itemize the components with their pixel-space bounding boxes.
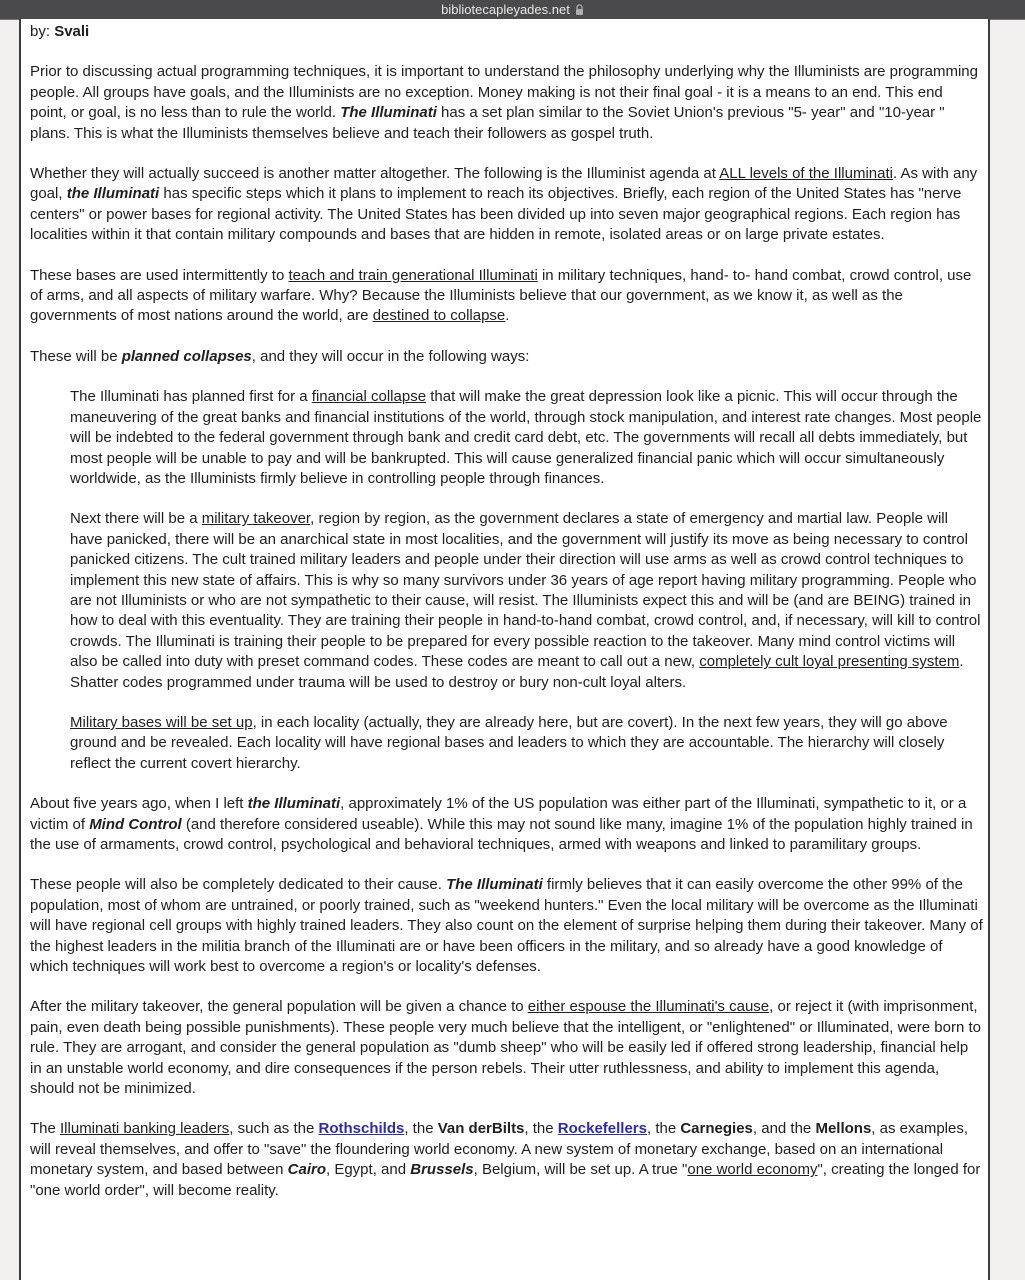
text-run: has specific steps which it plans to implement to reach its objectives. Briefly, each region of the United States has "nerve centers" or power bases for regional activity. The United States has been divided up into seven major geographical regions. Each region has localities within it that contain military compounds and bases that are hidden in remote, isolated areas or on large private estates. [30,185,962,244]
blockquote-paragraph [70,387,983,489]
text-link[interactable]: financial collapse [311,388,427,406]
text-run: These bases are used intermittently to [30,266,289,284]
bold-text: Carnegies [680,1120,753,1138]
text-run: , in each locality (actually, they are already here, but are covert). In the next few years, they will go above ground and be revealed. Each locality will have regional bases and leaders to which they are accountable. The hierarchy will closely reflect the current covert hierarchy. [70,713,948,772]
text-run: These people will also be completely dedicated to their cause. [30,876,447,894]
bold-italic-text: planned collapses [121,347,252,365]
byline [30,22,983,42]
document-page [19,19,990,1280]
text-run: The Illuminati has planned first for a [70,388,312,406]
lock-icon [575,4,584,16]
text-run: . Shatter codes programmed under trauma will be used to destroy or bury non-cult loyal alters. [70,653,964,691]
paragraph [30,1119,983,1201]
text-run: , such as the [229,1120,319,1138]
text-run: by: [30,23,55,40]
text-link[interactable]: one world economy [687,1161,818,1179]
bold-italic-text: The Illuminati [446,876,543,894]
bold-text: Svali [54,23,90,40]
paragraph [30,164,983,246]
text-run: firmly believes that it can easily overcome the other 99% of the population, most of whom are untrained, or poorly trained, such as "weekend hunters." Even the local military will be overcome as the Illuminati will have regional cell groups with highly trained leaders. They also count on the element of surprise helping them during their takeover. Many of the highest leaders in the militia branch of the Illuminati are or have been officers in the military, and so already have a good knowledge of which techniques will work best to overcome a region's or locality's defenses. [30,876,983,976]
text-run: that will make the great depression look like a picnic. This will occur through the maneuvering of the great banks and financial institutions of the world, through stock manipulation, and interest rate changes. Most people will be indebted to the federal government through bank and credit card debt, etc. The governments will recall all debts immediately, but most people will be unable to pay and will be bankrupted. This will cause generalized financial panic which will occur simultaneously worldwide, as the Illuminists firmly believe in controlling people through finances. [70,388,982,487]
paragraph [30,997,983,1099]
paragraph [30,875,983,977]
text-link[interactable]: destined to collapse [372,307,506,325]
bold-italic-text: Mind Control [89,815,182,833]
blockquote-paragraph [70,713,983,774]
text-link[interactable]: Illuminati banking leaders [60,1120,230,1138]
bold-text: Van derBilts [437,1120,525,1138]
external-link[interactable]: Rockefellers [557,1120,647,1138]
external-link[interactable]: Rothschilds [318,1120,405,1138]
text-run: ", creating the longed for "one world order", will become reality. [30,1161,981,1199]
blockquote-paragraph [70,509,983,693]
bold-italic-text: the Illuminati [66,185,160,203]
paragraph [30,347,983,367]
text-run: . [505,307,510,325]
text-link[interactable]: completely cult loyal presenting system [699,653,960,671]
bold-italic-text: Brussels [410,1161,474,1179]
bold-italic-text: Cairo [287,1161,326,1179]
text-link[interactable]: ALL levels of the Illuminati [719,165,893,183]
text-run: About five years ago, when I left [30,795,248,813]
text-run: , Egypt, and [326,1161,411,1179]
document-body [30,22,983,1201]
paragraph [30,266,983,327]
text-run: (and therefore considered useable). While this may not sound like many, imagine 1% of the population highly trained in the use of armaments, crowd control, psychological and behavioral techniques, armed with weapons and linked to paramilitary groups. [30,815,973,853]
text-run: Next there will be a [70,510,202,528]
text-run: , and they will occur in the following ways: [251,347,530,365]
text-run: , the [524,1120,558,1138]
text-run: , and the [752,1120,816,1138]
text-run: , or reject it (with imprisonment, pain, even death being possible punishments). These people very much believe that the intelligent, or "enlightened" or Illuminated, were born to rule. They are arrogant, and consider the general population as "dumb sheep" who will be easily led if offered strong leadership, financial help in an unstable world economy, and dire consequences if the person rebels. Their utter ruthlessness, and ability to implement this agenda, should not be minimized. [30,998,981,1098]
paragraph [30,62,983,144]
paragraph [30,794,983,855]
text-run: Prior to discussing actual programming techniques, it is important to understand the philosophy underlying why the Illuminists are programming people. All groups have goals, and the Illuminists are no exception. Money making is not their final goal - it is a means to an end. This end point, or goal, is no less than to rule the world. [30,63,978,122]
url-text: bibliotecapleyades.net [441,2,570,17]
text-run: Whether they will actually succeed is another matter altogether. The following is the Illuminist agenda at [30,165,720,183]
text-run: in military techniques, hand- to- hand combat, crowd control, use of arms, and all aspects of military warfare. Why? Because the Illuminists believe that our government, as we know it, as well as the governments of most nations around the world, are [30,266,972,325]
text-link[interactable]: military takeover [201,510,311,528]
text-run: , approximately 1% of the US population was either part of the Illuminati, sympathetic to it, or a victim of [30,795,967,833]
text-run: After the military takeover, the general population will be given a chance to [30,998,528,1016]
text-run: . As with any goal, [30,165,978,203]
text-run: These will be [30,347,122,365]
text-link[interactable]: Military bases will be set up [70,713,253,731]
text-link[interactable]: teach and train generational Illuminati [288,266,538,284]
bold-italic-text: the Illuminati [247,795,341,813]
text-run: , as examples, will reveal themselves, and offer to "save" the floundering world economy. A new system of monetary exchange, based on an international monetary system, and based between [30,1120,969,1179]
browser-url-bar[interactable] [0,0,1025,20]
text-run: The [30,1120,61,1138]
bold-italic-text: The Illuminati [340,104,437,122]
text-run: , region by region, as the government declares a state of emergency and martial law. People will have panicked, there will be an anarchical state in most localities, and the government will justify its move as being necessary to control panicked citizens. The cult trained military leaders and people under their direction will use arms as well as crowd control techniques to implement this new state of affairs. This is why so many survivors under 36 years of age report having military programming. People who are not Illuminists or who are not sympathetic to their cause, will resist. The Illuminists expect this and will be (and are BEING) trained in how to deal with this eventuality. They are training their people in hand-to-hand combat, crowd control, and, if necessary, will kill to control crowds. The Illuminati is training their people to be prepared for every possible reaction to the takeover. Many mind control victims will also be called into duty with preset command codes. These codes are meant to call out a new, [70,510,981,671]
text-link[interactable]: either espouse the Illuminati's cause [527,998,770,1016]
text-run: , the [404,1120,438,1138]
bold-text: Mellons [815,1120,872,1138]
text-run: , the [646,1120,681,1138]
text-run: has a set plan similar to the Soviet Union's previous "5- year" and "10-year " plans. This is what the Illuminists themselves believe and teach their followers as gospel truth. [30,104,945,142]
text-run: , Belgium, will be set up. A true " [473,1161,688,1179]
